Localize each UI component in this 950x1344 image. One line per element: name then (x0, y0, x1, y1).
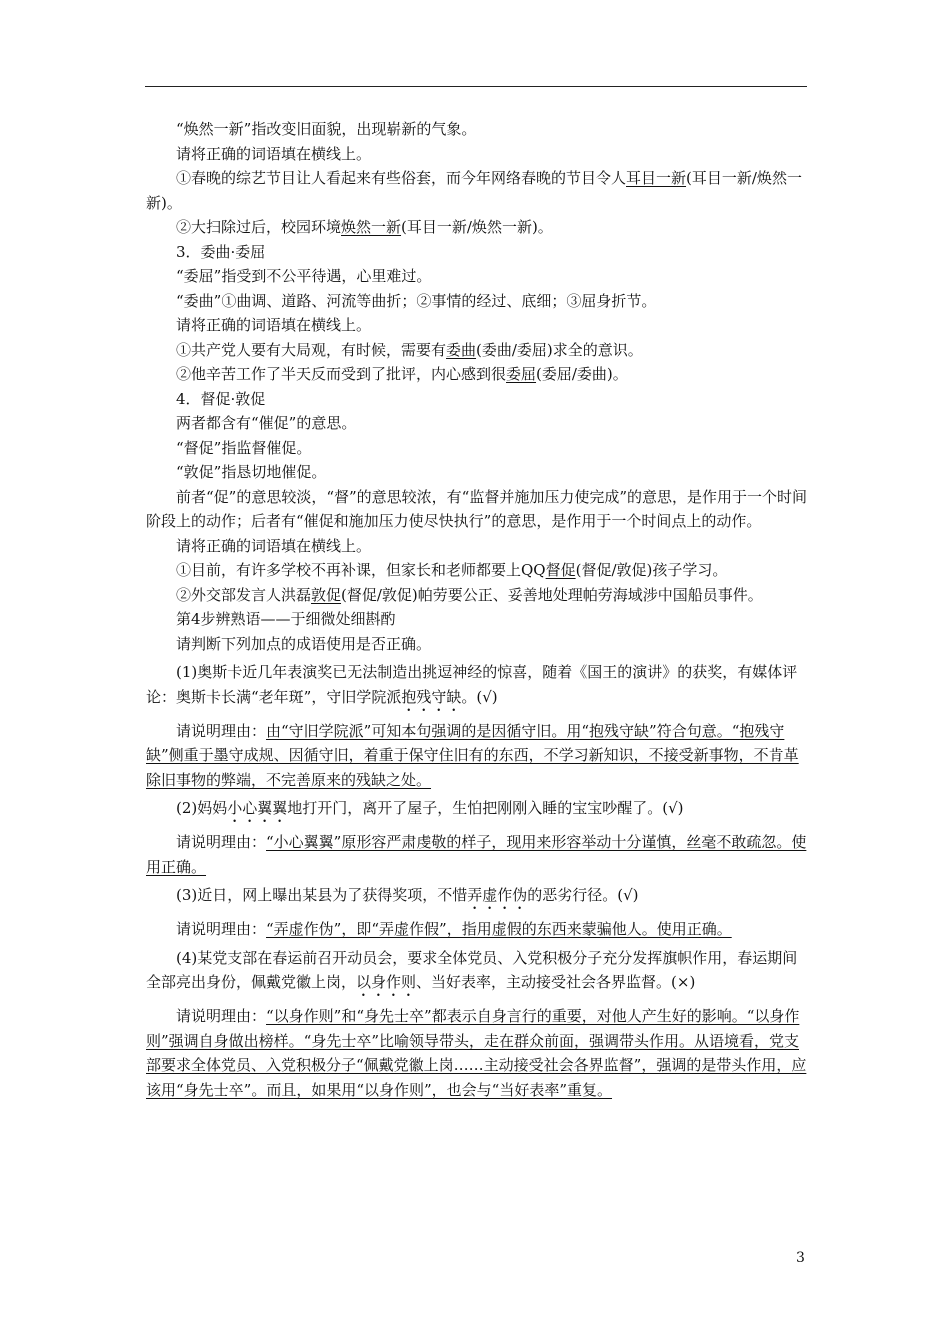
header-rule (145, 86, 807, 87)
reason-line: 请说明理由：由“守旧学院派”可知本句强调的是因循守旧。用“抱残守缺”符合句意。“抱残守缺”侧重于墨守成规、因循守旧，着重于保守住旧有的东西，不学习新知识，不接受新事物，不肯革除旧事物的弊端，不完善原来的残缺之处。 (146, 721, 799, 789)
dotted-idiom: 弄虚作伪 (467, 886, 528, 904)
answer-blank: 耳目一新 (626, 169, 687, 187)
fill-blank-item: ①春晚的综艺节目让人看起来有些俗套，而今年网络春晚的节目令人耳目一新(耳目一新/焕然一新)。 (146, 169, 802, 212)
reason-answer: 由“守旧学院派”可知本句强调的是因循守旧。用“抱残守缺”符合句意。“抱残守缺”侧重于墨守成规、因循守旧，着重于保守住旧有的东西，不学习新知识，不接受新事物，不肯革除旧事物的弊端，不完善原来的残缺之处。 (146, 721, 799, 789)
definition-line: 两者都含有“催促”的意思。 (176, 414, 357, 432)
explanation-paragraph: 前者“促”的意思较淡，“督”的意思较浓，有“监督并施加压力使完成”的意思，是作用于一个时间阶段上的动作；后者有“催促和施加压力使尽快执行”的意思，是作用于一个时间点上的动作。 (146, 487, 808, 530)
instruction-line: 请将正确的词语填在横线上。 (176, 144, 372, 163)
fill-blank-item: ②大扫除过后，校园环境焕然一新(耳目一新/焕然一新)。 (176, 218, 553, 236)
answer-blank: 焕然一新 (341, 218, 402, 236)
section-heading: 4．督促·敦促 (176, 389, 266, 408)
question-item: (2)妈妈小心翼翼地打开门，离开了屋子，生怕把刚刚入睡的宝宝吵醒了。(√) (176, 799, 684, 817)
definition-line: “委屈”指受到不公平待遇，心里难过。 (176, 267, 432, 285)
answer-blank: 委曲 (446, 340, 477, 359)
fill-blank-item: ①共产党人要有大局观，有时候，需要有委曲(委曲/委屈)求全的意识。 (176, 340, 643, 359)
dotted-idiom: 抱残守缺 (401, 687, 462, 706)
answer-blank: 委屈 (506, 365, 537, 383)
reason-answer: “弄虚作伪”，即“弄虚作假”，指用虚假的东西来蒙骗他人。使用正确。 (266, 920, 732, 938)
question-item: (3)近日，网上曝出某县为了获得奖项，不惜弄虚作伪的恶劣行径。(√) (176, 886, 639, 904)
page-number: 3 (796, 1250, 805, 1266)
reason-answer: “以身作则”和“身先士卒”都表示自身言行的重要，对他人产生好的影响。“以身作则”强调自身做出榜样。“身先士卒”比喻领导带头，走在群众前面，强调带头作用。从语境看，党支部要求全体党员、入党积极分子“佩戴党徽上岗……主动接受社会各界监督”，强调的是带头作用，应该用“身先士卒”。而且，如果用“以身作则”，也会与“当好表率”重复。 (146, 1007, 807, 1099)
question-item: (1)奥斯卡近几年表演奖已无法制造出挑逗神经的惊喜，随着《国王的演讲》的获奖，有媒体评论：奥斯卡长满“老年斑”，守旧学院派抱残守缺。(√) (146, 663, 798, 706)
instruction-line: 请将正确的词语填在横线上。 (176, 316, 372, 334)
definition-line: “焕然一新”指改变旧面貌，出现崭新的气象。 (176, 120, 477, 138)
definition-line: “敦促”指恳切地催促。 (176, 463, 327, 481)
reason-line: 请说明理由：“以身作则”和“身先士卒”都表示自身言行的重要，对他人产生好的影响。“以身作则”强调自身做出榜样。“身先士卒”比喻领导带头，走在群众前面，强调带头作用。从语境看，党支部要求全体党员、入党积极分子“佩戴党徽上岗……主动接受社会各界监督”，强调的是带头作用，应该用“身先士卒”。而且，如果用“以身作则”，也会与“当好表率”重复。 (146, 1007, 807, 1099)
answer-blank: 督促 (545, 561, 576, 579)
instruction-line: 请判断下列加点的成语使用是否正确。 (176, 634, 432, 653)
definition-line: “督促”指监督催促。 (176, 438, 312, 457)
definition-line: “委曲”①曲调、道路、河流等曲折；②事情的经过、底细；③屈身折节。 (176, 291, 657, 310)
reason-line: 请说明理由：“小心翼翼”原形容严肃虔敬的样子，现用来形容举动十分谨慎，丝毫不敢疏忽。使用正确。 (146, 833, 807, 876)
reason-line: 请说明理由：“弄虚作伪”，即“弄虚作假”，指用虚假的东西来蒙骗他人。使用正确。 (176, 920, 732, 938)
document-body (146, 117, 808, 1102)
question-item: (4)某党支部在春运前召开动员会，要求全体党员、入党积极分子充分发挥旗帜作用，春运期间全部亮出身份，佩戴党徽上岗，以身作则、当好表率，主动接受社会各界监督。(×) (146, 948, 798, 991)
reason-answer: “小心翼翼”原形容严肃虔敬的样子，现用来形容举动十分谨慎，丝毫不敢疏忽。使用正确。 (146, 833, 807, 876)
dotted-idiom: 以身作则 (356, 973, 417, 991)
answer-blank: 敦促 (311, 585, 342, 604)
step-heading: 第4步辨熟语——于细微处细斟酌 (176, 610, 396, 628)
instruction-line: 请将正确的词语填在横线上。 (176, 536, 372, 555)
section-heading: 3．委曲·委屈 (176, 242, 266, 261)
fill-blank-item: ②外交部发言人洪磊敦促(督促/敦促)帕劳要公正、妥善地处理帕劳海域涉中国船员事件。 (176, 585, 763, 604)
fill-blank-item: ②他辛苦工作了半天反而受到了批评，内心感到很委屈(委屈/委曲)。 (176, 365, 628, 383)
dotted-idiom: 小心翼翼 (227, 799, 288, 817)
fill-blank-item: ①目前，有许多学校不再补课，但家长和老师都要上QQ督促(督促/敦促)孩子学习。 (176, 561, 728, 579)
